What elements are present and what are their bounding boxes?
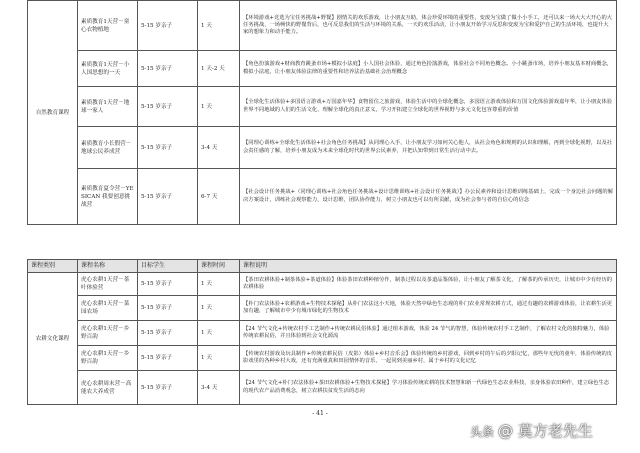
course-name-cell: 虎心农耕1天营－菜园农场: [78, 296, 138, 321]
course-name-cell: 虎心农耕1天营－乡野百韵: [78, 321, 138, 346]
course-desc-cell: 【24 节气文化+朴门农法体验+茶田农耕体验+生物技术探秘】学习体验传统农耕的技术智慧和新一代绿色生态农业科技，亲身体验农田种作，建立绿色生态的现代农产品消费观念，树立农耕扶贫发生活的态向: [240, 371, 617, 405]
course-desc-cell: 【同理心训练+全球化生活体验+社会角色任务挑战】从同理心入手，让小朋友学习如何关心他人，从社会角色和规则的认识和理解，再到全球化视野，以及社会责任感的了解，培养小朋友成为未来全球化时代的世界公民素养，并把认知带到日常生活行动中去。: [240, 127, 617, 169]
nature-education-table: [27, 0, 617, 225]
table-row: [28, 346, 617, 371]
header-target-students: 目标学生: [138, 260, 198, 273]
course-time-cell: 1 天: [198, 87, 240, 127]
course-desc-cell: 【角色扮演游戏+财商教育跳蚤市场+模拟小法庭】小人国社会体验，通过角色扮演游戏，体验社会不同角色概念。小小跳蚤市场，培养小朋友基本财商概念，模拟小法庭，让小朋友体验法律的重要性和培养法治基础社会治理概念: [240, 51, 617, 87]
table-row: [28, 1, 617, 51]
course-name-cell: 素质教育1天营－地球一家人: [78, 87, 138, 127]
category-cell: 自然教育课程: [28, 1, 78, 225]
target-students-cell: 5-15 岁亲子: [138, 87, 198, 127]
course-name-cell: 虎心农耕1天营－乡野百韵: [78, 346, 138, 371]
course-name-cell: 素质教育夏令营－YESICAN 我要创意挑战营: [78, 169, 138, 225]
table-row: [28, 169, 617, 225]
course-name-cell: 素质教育1天营－小人国思想的一天: [78, 51, 138, 87]
header-category: 课程类别: [28, 260, 78, 273]
course-desc-cell: 【环境游戏+竞选为宝任务挑战+野餐】剧情关的欢乐游戏，让小朋友互助，体会珍爱环境的重要性，变废为宝做了做小小手工，还可以来一场大大大开心的大任务挑战，一场畅快的野餐背后，也可反思我们的生活与环境的关系，一天的欢乐活动，让小朋友开始学习反思和变废为宝和爱护自己的生活环境，也提升大家的想象力和动手能力。: [240, 1, 617, 51]
course-time-cell: 1 天: [198, 346, 240, 371]
watermark-text: @ 莫方老先生: [498, 422, 593, 440]
course-time-cell: 1 天: [198, 273, 240, 296]
watermark-prefix: 头条: [470, 425, 495, 439]
table-row: [28, 371, 617, 405]
header-course-name: 课程名称: [78, 260, 138, 273]
course-time-cell: 3-4 天: [198, 371, 240, 405]
target-students-cell: 5-15 岁亲子: [138, 321, 198, 346]
course-name-cell: 虎心农耕周末营－高能农大养成营: [78, 371, 138, 405]
table-row: [28, 127, 617, 169]
target-students-cell: 5-15 岁亲子: [138, 296, 198, 321]
target-students-cell: 5-15 岁亲子: [138, 169, 198, 225]
target-students-cell: 5-15 岁亲子: [138, 371, 198, 405]
table-row: [28, 273, 617, 296]
table-row: [28, 321, 617, 346]
table-row: [28, 296, 617, 321]
target-students-cell: 5-15 岁亲子: [138, 127, 198, 169]
target-students-cell: 5-15 岁亲子: [138, 273, 198, 296]
header-course-time: 课程时间: [198, 260, 240, 273]
course-name-cell: 素质教育1天营－童心衣物植地: [78, 1, 138, 51]
course-desc-cell: 【社会设计任务挑战+（同理心训练+社会角色任务挑战+设计思维训练+社会设计任务挑战）】办公民素养和设计思维训练基础上，完成一个身边社会问题的解决方案设计，训练社会观察能力，设计思维，团队协作能力，树立小朋友也可以有所贡献，成为社会参与者的自信心的信念: [240, 169, 617, 225]
course-desc-cell: 【朴门农法体验+农耕游戏+生物技术探秘】从朴门农法这小天地，体验天然中绿色生态观的朴门农业常规农耕方式，通过有趣的农耕游戏体验，让农耕生活更加有趣，了解城市中少有城市绿化的生物技术: [240, 296, 617, 321]
course-time-cell: 3-4 天: [198, 127, 240, 169]
course-desc-cell: 【茶田农耕体验+制茶体验+茶道体验】体验茶田农耕种植劳作，制茶过程以及茶道品鉴体验，让小朋友了解茶文化，了解茶的传承历史，让城市中少有经历的农耕体验: [240, 273, 617, 296]
table-row: [28, 87, 617, 127]
header-row: [28, 260, 617, 273]
course-time-cell: 1 天: [198, 296, 240, 321]
course-desc-cell: 【全球化生活体验+多国语言游戏+万国嘉年华】食物留住之旅游戏，体验生活中的全球化概念，多国语言游戏体验和万国文化体验游戏嘉年华，让小朋友体验世界不同地域的人们的生活文化、理解全球化的真正意义，学习开拓建立全球化的世界视野与多元文化包容尊重的价值: [240, 87, 617, 127]
watermark: [470, 420, 593, 441]
course-desc-cell: 【24 节气文化+传统农村手工艺制作+传统农耕民俗体验】通过组本游戏，体验 24 节气的智慧，体验传统农村手工艺制作，了解农村文化的独特魅力，体验传统农耕民俗，并且体验到社会文化源流: [240, 321, 617, 346]
target-students-cell: 5-15 岁亲子: [138, 51, 198, 87]
target-students-cell: 5-15 岁亲子: [138, 1, 198, 51]
target-students-cell: 5-15 岁亲子: [138, 346, 198, 371]
page-number: - 41 -: [312, 410, 328, 417]
course-time-cell: 1 天: [198, 1, 240, 51]
course-name-cell: 虎心农耕1天营－茶叶体验营: [78, 273, 138, 296]
header-course-desc: 课程说明: [240, 260, 617, 273]
course-name-cell: 素质教育小长假营－地球公民养成营: [78, 127, 138, 169]
course-time-cell: 1 天-2 天: [198, 51, 240, 87]
farming-culture-table: [27, 259, 617, 405]
category-cell: 农耕文化课程: [28, 273, 78, 405]
course-time-cell: 6-7 天: [198, 169, 240, 225]
course-desc-cell: 【传统农村游戏及玩具制作+传统农耕民俗（皮影）体验+乡村音乐会】体验传统的乡村游戏，回到乡村的午后的夕阳记忆，那些年无忧的童年，体验传统的皮影戏里的各种乡村大戏，还有充满童真和田园情怀的音乐，一起同到美丽乡村，属于乡村的文化记忆: [240, 346, 617, 371]
course-time-cell: 1 天: [198, 321, 240, 346]
table-row: [28, 51, 617, 87]
